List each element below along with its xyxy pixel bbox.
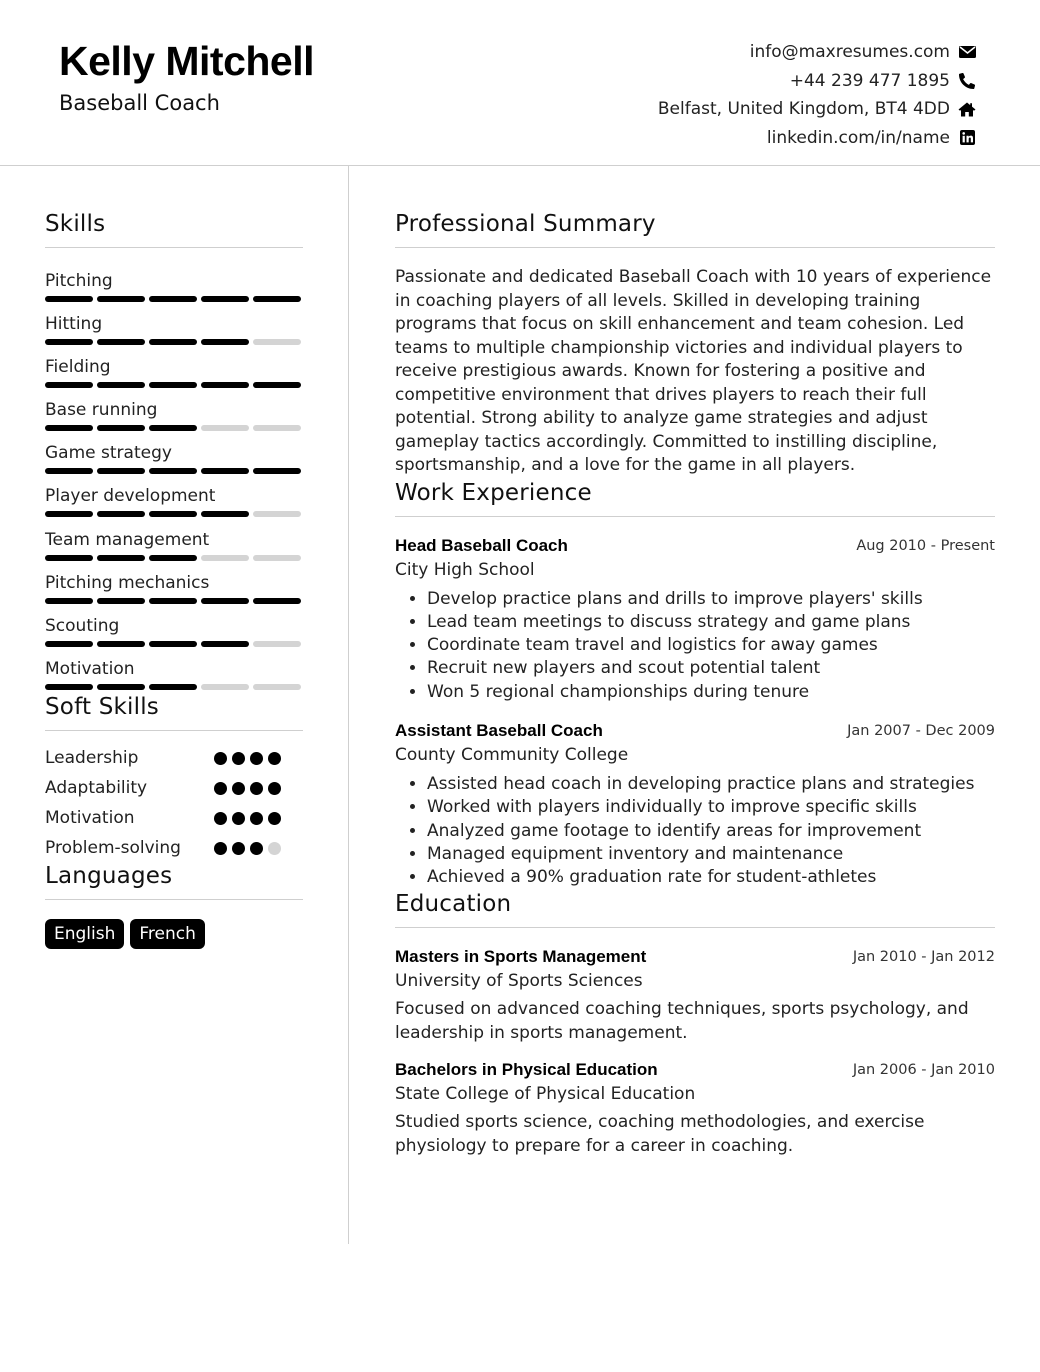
skill-row [45, 308, 303, 351]
skill-level-segment [45, 511, 93, 517]
left-column [45, 166, 303, 949]
work-divider [395, 516, 995, 517]
skill-row [45, 524, 303, 567]
job-bullet: • Achieved a 90% graduation rate for student-athletes [427, 866, 995, 889]
job-bullet: • Won 5 regional championships during tenure [427, 681, 995, 704]
rating-dot [268, 842, 281, 855]
skill-row [45, 265, 303, 308]
skill-level-bar [45, 425, 301, 431]
skill-level-segment [45, 425, 93, 431]
rating-dot [214, 782, 227, 795]
summary-section [395, 211, 995, 478]
job-title: Head Baseball Coach [395, 535, 568, 555]
skill-level-segment [253, 511, 301, 517]
education-school: University of Sports Sciences [395, 971, 643, 992]
skill-level-segment [97, 555, 145, 561]
skill-level-segment [97, 641, 145, 647]
skill-level-segment [253, 468, 301, 474]
skill-row [45, 437, 303, 480]
skill-name: Fielding [45, 357, 111, 378]
contact-linkedin-text: linkedin.com/in/name [766, 127, 950, 148]
job-date: Jan 2007 - Dec 2009 [847, 722, 995, 739]
work-section [395, 480, 995, 890]
summary-text: Passionate and dedicated Baseball Coach with 10 years of experience in coaching players of all levels. Skilled in developing training programs that focus on skill enhancement and team cohesion. Led teams to multiple championship victories and individual players to receive prestigious awards. Known for fostering a positive and competitive environment that drives players to reach their full potential. Strong ability to analyze game strategies and adjust gameplay tactics accordingly. Committed to instilling discipline, sportsmanship, and a love for the game in all players. [395, 267, 992, 475]
job-bullet: • Worked with players individually to improve specific skills [427, 796, 995, 819]
contact-address [556, 95, 976, 124]
education-divider [395, 927, 995, 928]
soft-skill-name: Leadership [45, 747, 139, 768]
skill-level-segment [97, 382, 145, 388]
skill-level-segment [201, 296, 249, 302]
soft-skill-name: Adaptability [45, 777, 148, 798]
skill-level-bar [45, 296, 301, 302]
job-organization: City High School [395, 559, 535, 580]
soft-skills-section [45, 694, 303, 866]
education-section [395, 891, 995, 1158]
skill-name: Player development [45, 486, 216, 507]
skill-level-segment [149, 339, 197, 345]
education-degree: Masters in Sports Management [395, 947, 647, 967]
envelope-icon [958, 43, 976, 61]
skill-level-segment [253, 555, 301, 561]
skill-level-segment [97, 296, 145, 302]
skill-level-segment [149, 468, 197, 474]
contact-phone-text: +44 239 477 1895 [789, 70, 950, 91]
job-bullet: • Analyzed game footage to identify areas for improvement [427, 820, 995, 843]
soft-skills-divider [45, 730, 303, 731]
candidate-role: Baseball Coach [59, 91, 220, 115]
rating-dot [232, 842, 245, 855]
skill-level-segment [97, 511, 145, 517]
skill-level-segment [97, 425, 145, 431]
job-entry [395, 536, 995, 704]
skill-level-segment [149, 555, 197, 561]
job-header [395, 536, 995, 556]
rating-dot [214, 752, 227, 765]
skill-name: Game strategy [45, 443, 172, 464]
job-bullet: • Recruit new players and scout potential talent [427, 657, 995, 680]
language-badge: French [130, 919, 205, 949]
education-header [395, 1060, 995, 1080]
contact-email[interactable] [556, 38, 976, 67]
skill-level-segment [149, 684, 197, 690]
soft-skills-list [45, 746, 303, 866]
soft-skill-rating [214, 842, 281, 855]
education-entry [395, 947, 995, 1045]
skill-level-bar [45, 339, 301, 345]
job-bullet: • Managed equipment inventory and maintenance [427, 843, 995, 866]
skill-level-bar [45, 382, 301, 388]
job-bullets [395, 588, 995, 704]
skill-level-segment [45, 296, 93, 302]
rating-dot [232, 782, 245, 795]
skill-level-segment [201, 511, 249, 517]
education-entry [395, 1060, 995, 1158]
soft-skill-rating [214, 782, 281, 795]
education-degree: Bachelors in Physical Education [395, 1060, 658, 1080]
skill-level-bar [45, 468, 301, 474]
education-description: Studied sports science, coaching methodologies, and exercise physiology to prepare for a career in coaching. [395, 1112, 925, 1156]
soft-skill-name: Motivation [45, 807, 135, 828]
skill-name: Scouting [45, 615, 120, 636]
education-title: Education [395, 891, 512, 918]
skill-row [45, 610, 303, 653]
skill-name: Team management [45, 529, 210, 550]
skill-level-segment [201, 555, 249, 561]
rating-dot [232, 752, 245, 765]
jobs-list [395, 536, 995, 890]
skill-level-segment [45, 684, 93, 690]
skill-level-segment [45, 555, 93, 561]
languages-list [45, 919, 303, 949]
skill-level-segment [45, 382, 93, 388]
skill-level-segment [45, 468, 93, 474]
rating-dot [250, 842, 263, 855]
soft-skill-rating [214, 812, 281, 825]
skill-level-segment [97, 468, 145, 474]
skill-level-segment [149, 511, 197, 517]
job-bullet: • Assisted head coach in developing practice plans and strategies [427, 773, 995, 796]
rating-dot [250, 752, 263, 765]
skill-level-segment [253, 598, 301, 604]
rating-dot [232, 812, 245, 825]
rating-dot [214, 842, 227, 855]
education-date: Jan 2010 - Jan 2012 [852, 949, 995, 966]
job-date: Aug 2010 - Present [856, 537, 995, 554]
job-entry [395, 721, 995, 889]
skill-name: Motivation [45, 658, 135, 679]
job-header [395, 721, 995, 741]
rating-dot [268, 812, 281, 825]
right-column [395, 166, 995, 1158]
skills-title: Skills [45, 211, 106, 237]
skill-level-segment [97, 684, 145, 690]
rating-dot [250, 812, 263, 825]
skill-level-segment [45, 598, 93, 604]
skill-name: Pitching mechanics [45, 572, 210, 593]
candidate-name: Kelly Mitchell [59, 38, 315, 84]
rating-dot [268, 782, 281, 795]
skill-level-bar [45, 598, 301, 604]
skill-row [45, 394, 303, 437]
work-title: Work Experience [395, 479, 592, 506]
summary-title: Professional Summary [395, 211, 656, 237]
skill-level-bar [45, 555, 301, 561]
skill-level-segment [149, 425, 197, 431]
job-bullets [395, 773, 995, 889]
rating-dot [268, 752, 281, 765]
skill-level-segment [253, 425, 301, 431]
skills-section [45, 211, 303, 696]
resume-header [0, 0, 1040, 166]
skill-level-bar [45, 511, 301, 517]
contact-email-text: info@maxresumes.com [749, 42, 950, 63]
education-school: State College of Physical Education [395, 1084, 696, 1105]
skill-level-segment [253, 684, 301, 690]
soft-skills-title: Soft Skills [45, 693, 159, 720]
skill-level-segment [253, 382, 301, 388]
job-bullet: • Lead team meetings to discuss strategy and game plans [427, 611, 995, 634]
language-badge: English [45, 919, 124, 949]
summary-divider [395, 247, 995, 248]
skill-level-segment [201, 641, 249, 647]
education-description: Focused on advanced coaching techniques, sports psychology, and leadership in sports management. [395, 999, 969, 1043]
education-header [395, 947, 995, 967]
languages-section [45, 863, 303, 949]
soft-skill-row [45, 746, 303, 776]
skills-divider [45, 247, 303, 248]
job-title: Assistant Baseball Coach [395, 720, 603, 740]
skill-level-segment [201, 468, 249, 474]
skill-level-bar [45, 641, 301, 647]
skill-level-segment [45, 339, 93, 345]
skill-level-segment [45, 641, 93, 647]
contact-phone[interactable] [556, 67, 976, 96]
soft-skill-row [45, 776, 303, 806]
skill-level-segment [253, 296, 301, 302]
languages-title: Languages [45, 862, 173, 889]
job-bullet: • Coordinate team travel and logistics for away games [427, 634, 995, 657]
soft-skill-rating [214, 752, 281, 765]
skill-level-segment [201, 425, 249, 431]
job-organization: County Community College [395, 744, 629, 765]
linkedin-icon [958, 129, 976, 147]
skills-list [45, 265, 303, 696]
skill-level-segment [149, 641, 197, 647]
soft-skill-row [45, 806, 303, 836]
skill-name: Pitching [45, 271, 113, 291]
skill-name: Hitting [45, 314, 103, 335]
education-date: Jan 2006 - Jan 2010 [852, 1062, 995, 1079]
skill-row [45, 567, 303, 610]
skill-row [45, 480, 303, 523]
soft-skill-name: Problem-solving [45, 837, 181, 858]
skill-level-segment [201, 684, 249, 690]
contact-address-text: Belfast, United Kingdom, BT4 4DD [657, 99, 950, 120]
job-bullet: • Develop practice plans and drills to improve players' skills [427, 588, 995, 611]
languages-divider [45, 899, 303, 900]
column-divider [348, 166, 349, 1244]
rating-dot [250, 782, 263, 795]
soft-skill-row [45, 836, 303, 866]
skill-level-segment [253, 339, 301, 345]
phone-icon [958, 72, 976, 90]
rating-dot [214, 812, 227, 825]
contact-list [556, 38, 976, 152]
skill-level-segment [149, 382, 197, 388]
skill-level-segment [97, 339, 145, 345]
skill-name: Base running [45, 400, 158, 421]
skill-level-segment [201, 598, 249, 604]
skill-level-segment [201, 382, 249, 388]
skill-level-segment [149, 296, 197, 302]
skill-level-segment [201, 339, 249, 345]
home-icon [958, 100, 976, 118]
skill-row [45, 351, 303, 394]
education-list [395, 947, 995, 1158]
skill-level-segment [253, 641, 301, 647]
contact-linkedin[interactable] [556, 124, 976, 153]
skill-level-segment [149, 598, 197, 604]
skill-level-bar [45, 684, 301, 690]
skill-row [45, 653, 303, 696]
skill-level-segment [97, 598, 145, 604]
